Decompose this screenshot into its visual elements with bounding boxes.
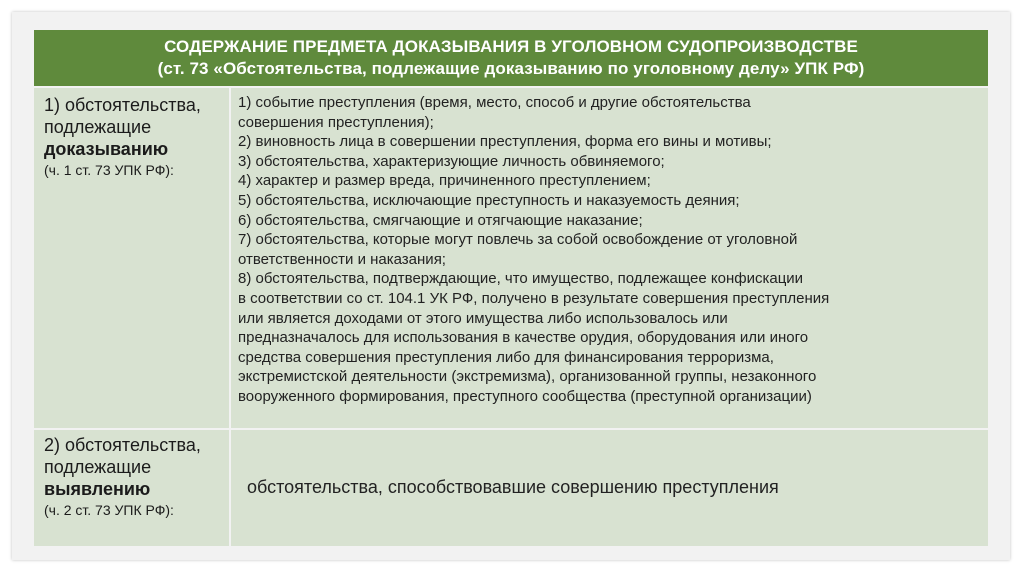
row-label-line: подлежащие (44, 117, 152, 137)
row-label-line: 1) обстоятельства, (44, 95, 201, 115)
row-label-line: подлежащие (44, 457, 152, 477)
row-label-reference: (ч. 1 ст. 73 УПК РФ): (44, 162, 174, 178)
table-row (34, 88, 988, 428)
list-item: 2) виновность лица в совершении преступления, форма его вины и мотивы; (238, 133, 772, 151)
list-item: вооруженного формирования, преступного сообщества (преступной организации) (238, 387, 812, 405)
list-item: совершения преступления); (238, 113, 434, 131)
list-item: ответственности и наказания; (238, 250, 446, 268)
list-item: 1) событие преступления (время, место, способ и другие обстоятельства (238, 94, 751, 111)
circumstances-list (231, 88, 988, 407)
table-row (34, 430, 988, 546)
row-label-keyword: выявлению (44, 479, 151, 499)
list-item: 5) обстоятельства, исключающие преступность и наказуемость деяния; (238, 191, 740, 209)
row-content-cell (231, 88, 988, 428)
header-subtitle: (ст. 73 «Обстоятельства, подлежащие доказыванию по уголовному делу» УПК РФ) (157, 59, 865, 78)
row-content-text: обстоятельства, способствовавшие совершению преступления (247, 477, 779, 497)
list-item: предназначалось для использования в качестве орудия, оборудования или иного (238, 329, 809, 347)
header-title: СОДЕРЖАНИЕ ПРЕДМЕТА ДОКАЗЫВАНИЯ В УГОЛОВНОМ СУДОПРОИЗВОДСТВЕ (164, 37, 858, 56)
row-label-cell (34, 88, 229, 428)
row-label-cell (34, 430, 229, 546)
row-label-reference: (ч. 2 ст. 73 УПК РФ): (44, 502, 174, 518)
list-item: 7) обстоятельства, которые могут повлечь за собой освобождение от уголовной (238, 231, 798, 249)
row-content-cell (231, 430, 988, 546)
table-header (34, 30, 988, 86)
row-label-line: 2) обстоятельства, (44, 435, 201, 455)
list-item: 4) характер и размер вреда, причиненного преступлением; (238, 172, 651, 190)
list-item: 3) обстоятельства, характеризующие личность обвиняемого; (238, 152, 665, 170)
list-item: в соответствии со ст. 104.1 УК РФ, получено в результате совершения преступления (238, 289, 830, 307)
list-item: экстремистской деятельности (экстремизма), организованной группы, незаконного (238, 368, 817, 386)
list-item: 6) обстоятельства, смягчающие и отягчающие наказание; (238, 211, 643, 229)
row-label-keyword: доказыванию (44, 139, 169, 159)
list-item: или является доходами от этого имущества либо использовалось или (238, 309, 728, 327)
list-item: 8) обстоятельства, подтверждающие, что имущество, подлежащее конфискации (238, 270, 804, 288)
list-item: средства совершения преступления либо для финансирования терроризма, (238, 348, 774, 366)
